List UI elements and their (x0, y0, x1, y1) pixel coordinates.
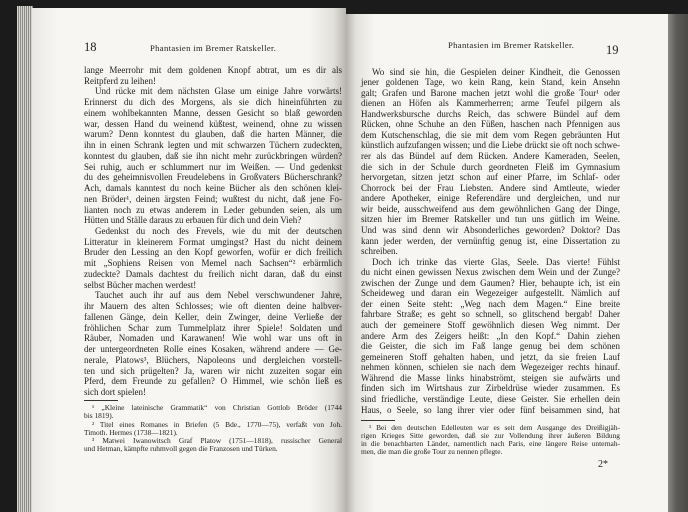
text-line: mit „Sophiens Reisen von Memel nach Sachsen“² erbärmlich (84, 258, 342, 269)
text-line: zwischen der Zunge und dem Gaumen? Hier, behaupte ich, ist ein (361, 277, 620, 288)
text-line: auch der gemeinere Stoff gewöhnlich diesen Weg nimmt. Der (361, 320, 620, 330)
text-line: Reitpferd zu leihen! (84, 75, 156, 86)
text-line: der untergeordneten Rolle eines Kosaken, während andere — Ge- (84, 344, 342, 355)
text-line: schreiben. (361, 246, 398, 257)
footnote-line: ¹ Bei den deutschen Edelleuten war es seit dem Ausgange des Dreißigjäh- (369, 423, 620, 432)
text-line: Rücken, ohne Schuhe an den Füßen, haschen nach Pfennigen aus (361, 119, 620, 130)
text-line: Gedenkst du noch des Frevels, wie du mit der deutschen (95, 226, 342, 237)
text-line: ihr Mauern des alten Schlosses; wie oft dienten deine halbver- (84, 301, 342, 312)
text-line: künstlich aufzufangen wissen; und die Liebe drückt sie oft noch schwe- (361, 140, 620, 151)
text-line: hervorgetan, sitzen jetzt schon auf einer Pfarre, im Schlaf- oder (361, 172, 620, 183)
left-page-footnotes (84, 404, 342, 454)
text-line: lianten noch zu etwas anderem in Leder gebunden seien, als um (84, 204, 342, 215)
text-line: lange Meerrohr mit dem goldenen Knopf abtrat, um es dir als (84, 65, 342, 75)
page-edges-right (668, 14, 688, 512)
text-line: Erinnerst du dich des Morgens, als sie dich hineinführten zu (84, 97, 342, 108)
footnote-rule (84, 400, 118, 401)
text-line: jener goldenen Tage, wo kein Rang, kein Stand, kein Ansehn (361, 77, 620, 88)
footnote-line: in die benachbarten Länder, namentlich nach Paris, eine längere Reise unternah- (361, 439, 620, 449)
text-line: die Geister, die sich im Faß lange genug bei dem schönen (361, 341, 620, 352)
right-page-footnotes (361, 424, 620, 456)
text-line: andere Arm des Zeigers heißt: „In den Kopf.“ Dahin ziehen (361, 330, 620, 341)
text-line: ihn in einen Schrank legten und mit schwarzen Tüchern zudeckten, (84, 140, 342, 151)
text-line: zudeckte? Damals dachtest du freilich nicht daran, daß du einst (84, 268, 342, 279)
footnote-line: men, die man die große Tour zu nennen pflegte. (361, 447, 503, 457)
footnote-line: bis 1819). (84, 411, 114, 421)
footnote-line: Timoth. Hermes (1738—1821). (84, 427, 178, 437)
page-edges-left (17, 6, 33, 512)
text-line: sitzen hier im Bremer Ratskeller und tun uns gütlich im Weine. (361, 214, 620, 225)
text-line: Und rücke mit dem nächsten Glase um einige Jahre vorwärts! (95, 86, 342, 97)
text-line: Sei ruhig, auch er schlummert nur im Weißen. — Und gedenkst (84, 161, 342, 172)
text-line: nerale, Platows³, Blüchers, Napoleons und dergleichen vorstell- (84, 354, 342, 365)
text-line: warum? Denn konntest du glauben, daß die harten Männer, die (84, 129, 342, 140)
footnote-line: ³ Matwei Iwanowitsch Graf Platow (1751—1818), russischer General (92, 436, 342, 446)
text-line: wir beide, ausschweifend aus dem gewöhnlichen Gang der Dinge, (361, 203, 620, 214)
right-page-text (361, 67, 620, 416)
footnote-rule (361, 420, 395, 421)
text-line: Haus, o Seele, so lang ihrer vier oder fünf beisammen sind, hat (361, 404, 620, 415)
footnote-line: rigen Krieges Sitte geworden, daß sie zur Vollendung ihrer äußeren Bildung (361, 431, 620, 441)
text-line: Scheideweg und daran ein Wegezeiger aufgestellt. Nämlich auf (361, 288, 620, 299)
text-line: konntest du glauben, daß sie ihn nicht mehr zurückbringen würden? (84, 150, 342, 161)
text-line: fallenen Gänge, dein Keller, dein Zwinger, deine Verließe der (84, 311, 342, 322)
text-line: Handwerksbursche durchs Reich, das schwere Bündel auf dem (361, 108, 620, 119)
text-line: du des geheimnisvollen Freudelebens in Großvaters Bücherschrank? (84, 172, 342, 183)
text-line: sind friedliche, verständige Leute, diese Geister. Sie erhellen dein (361, 393, 620, 404)
footnote-line: ¹ „Kleine lateinische Grammatik“ von Christian Gottlob Bröder (1744 (92, 403, 342, 412)
text-line: die sich in der Schule durch geordneten Fleiß im Gymnasium (361, 161, 620, 172)
footnote-line: und Hetman, kämpfte ruhmvoll gegen die Franzosen und Türken. (84, 444, 278, 454)
text-line: dienen an Höfen als Kammerherren; arme Teufel pilgern als (361, 98, 620, 109)
text-line: Litteratur in kleinerem Format umgingst? Hast du nicht deinem (84, 236, 342, 247)
text-line: ten und sich prügelten? Ja, waren wir nicht zuzeiten sogar ein (84, 365, 342, 376)
running-head: Phantasien im Bremer Ratskeller. (150, 43, 277, 53)
text-line: finden sich im Wirtshaus zur Zirbeldrüse wieder zusammen. Es (361, 383, 620, 394)
left-page-text (84, 65, 342, 398)
text-line: Pferd, dem Freunde zu gefallen? O Himmel, wie schön ließ es (84, 376, 342, 387)
text-line: sich dort spielen! (84, 387, 146, 398)
text-line: galt; Grafen und Barone machen jetzt wohl die große Tour¹ oder (361, 87, 620, 98)
footnote-line: ² Titel eines Romanes in Briefen (5 Bde., 1770—75), verfaßt von Joh. (92, 419, 342, 429)
text-line: war, dessen Hand du weinend küßtest, weinend, ohne zu wissen (84, 118, 342, 129)
text-line: Doch ich trinke das vierte Glas, Seele. Das vierte! Fühlst (372, 256, 620, 267)
text-line: der einen Seite steht: „Weg nach dem Magen.“ Eine breite (361, 298, 620, 309)
text-line: Hütten und Ställe daraus zu erbauen für dich und dein Vieh? (84, 215, 302, 226)
page-number: 19 (606, 43, 619, 57)
text-line: gemeineren Stoff gehalten haben, und jetzt, da sie freien Lauf (361, 351, 620, 362)
text-line: Bruder den Lessing an den Kopf geworfen, wofür er dich freilich (84, 247, 342, 258)
text-line: selbst Bücher machen werdest! (84, 279, 197, 290)
text-line: kann jeder werden, der vernünftig genug ist, eine Dissertation zu (361, 235, 620, 246)
running-head: Phantasien im Bremer Ratskeller. (448, 40, 575, 50)
text-line: einem wohlbekannten Manne, dessen Gesicht so blaß geworden (84, 107, 342, 118)
text-line: du nicht einen gewissen Nexus zwischen dem Wein und der Zunge? (361, 267, 620, 278)
text-line: Ach, damals kanntest du noch keine Bücher als den schönen klei- (84, 183, 342, 194)
text-line: Tauchet auch ihr auf aus dem Nebel verschwundener Jahre, (95, 290, 342, 301)
text-line: andere Apotheker, einige Referendäre und dergleichen, und nur (361, 193, 620, 204)
text-line: fröhlichen Schar zum Tummelplatz ihrer Spiele! Soldaten und (84, 322, 342, 333)
page-number: 18 (84, 40, 97, 54)
text-line: Räuber, Nomaden und Karawanen! Wie wohl war uns oft in (84, 333, 342, 344)
text-line: Und was sind denn wir Absonderliches geworden? Doktor? Das (361, 224, 620, 235)
text-line: rer als das Bündel auf dem Rücken. Andere Kameraden, Seelen, (361, 151, 620, 161)
text-line: fahrbare Straße; es geht so schnell, so glitschend bergab! Daher (361, 309, 620, 320)
text-line: Wo sind sie hin, die Gespielen deiner Kindheit, die Genossen (372, 66, 620, 77)
text-line: nehmen können, schielen sie nach dem Wegezeiger rechts hinauf. (361, 362, 620, 373)
text-line: dem Kutschenschlag, die sie mit dem vom Regen gebräunten Hut (361, 129, 620, 140)
text-line: Chorrock bei der Frau Liebsten. Andere sind Amtleute, wieder (361, 182, 620, 193)
text-line: nen Bröder¹, deinen ärgsten Feind; wußtest du nicht, daß jene Fo- (84, 193, 342, 204)
text-line: Während die Masse links hinabströmt, steigen sie aufwärts und (361, 372, 620, 383)
signature-mark: 2* (598, 459, 608, 470)
